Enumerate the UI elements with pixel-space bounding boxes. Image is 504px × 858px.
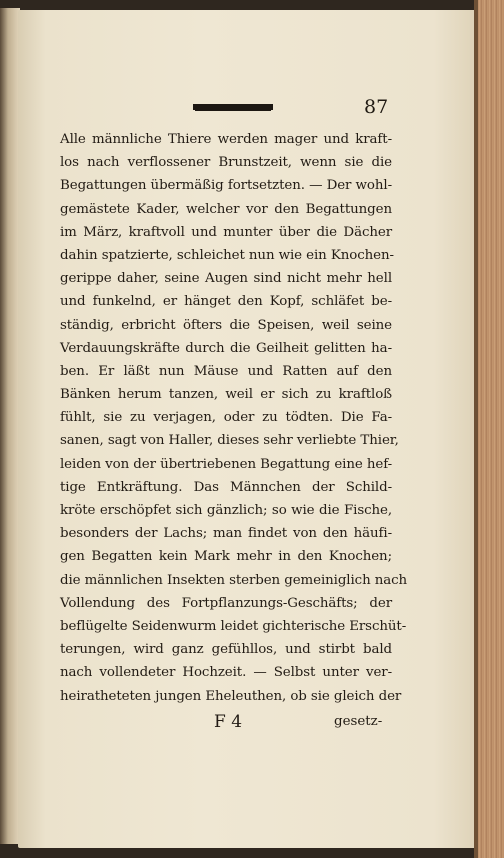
text-line: terungen, wird ganz gefühllos, und stirbt bald [60, 642, 392, 658]
text-line: leiden von der übertriebenen Begattung eine hef- [60, 456, 392, 472]
page-number: 87 [364, 96, 389, 118]
text-line: dahin spatzierte, schleichet nun wie ein Knochen- [60, 247, 394, 263]
text-line: Alle männliche Thiere werden mager und kraft- [60, 132, 392, 147]
signature-mark: F 4 [214, 712, 243, 732]
text-line: los nach verflossener Brunstzeit, wenn sie die [60, 155, 392, 171]
text-line: gerippe daher, seine Augen sind nicht mehr hell [60, 271, 392, 287]
text-line: ben. Er läßt nun Mäuse und Ratten auf den [60, 363, 392, 379]
text-line: kröte erschöpfet sich gänzlich; so wie die Fische, [60, 503, 392, 518]
text-line: besonders der Lachs; man findet von den häufi- [60, 526, 392, 542]
text-line: gemästete Kader, welcher vor den Begattungen [60, 201, 392, 217]
text-line: und funkelnd, er hänget den Kopf, schläfet be- [60, 294, 392, 310]
page-block-edges [478, 0, 504, 858]
text-line: heiratheteten jungen Eheleuthen, ob sie gleich der [60, 688, 402, 704]
text-line: gen Begatten kein Mark mehr in den Knochen; [60, 549, 392, 565]
header-rule [193, 104, 273, 110]
text-line: fühlt, sie zu verjagen, oder zu tödten. Die Fa- [60, 410, 392, 426]
text-line: Bänken herum tanzen, weil er sich zu kraftloß [60, 387, 392, 403]
catchword: gesetz- [334, 714, 383, 729]
text-line: im März, kraftvoll und munter über die Dächer [60, 224, 392, 240]
text-line: ständig, erbricht öfters die Speisen, weil seine [60, 317, 392, 333]
previous-page-edge [0, 8, 20, 844]
text-line: die männlichen Insekten sterben gemeiniglich nach [60, 572, 408, 588]
text-line: tige Entkräftung. Das Männchen der Schild- [60, 479, 392, 495]
text-line: Begattungen übermäßig fortsetzten. — Der wohl- [60, 178, 392, 194]
text-line: Verdauungskräfte durch die Geilheit gelitten ha- [60, 340, 392, 356]
text-line: nach vollendeter Hochzeit. — Selbst unter ver- [60, 665, 392, 681]
text-line: Vollendung des Fortpflanzungs-Geschäfts; der [60, 595, 392, 611]
text-line: sanen, sagt von Haller, dieses sehr verliebte Thier, [60, 433, 399, 449]
body-text [60, 128, 408, 708]
text-line: beflügelte Seidenwurm leidet gichterische Erschüt- [60, 618, 407, 634]
